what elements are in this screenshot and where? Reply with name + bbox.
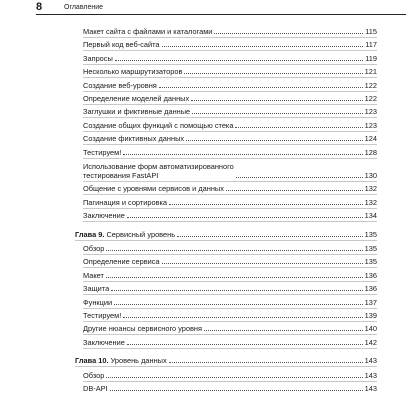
dot-leader	[162, 263, 363, 264]
entry-divider	[83, 294, 377, 295]
dot-leader	[235, 127, 362, 128]
toc-entry-label: Макет	[83, 270, 104, 280]
toc-entry	[83, 78, 377, 90]
toc-entry	[83, 295, 377, 307]
toc-entry-page: 132	[364, 197, 377, 207]
toc-entry	[83, 281, 377, 293]
toc-entry	[83, 51, 377, 63]
entry-divider	[83, 321, 377, 322]
dot-leader	[236, 177, 363, 178]
header-rule	[36, 14, 406, 15]
entry-divider	[83, 348, 377, 349]
toc-entry-page: 140	[364, 324, 377, 334]
toc-entry	[83, 131, 377, 143]
toc-entry-label-line2: тестирования FastAPI	[83, 171, 159, 180]
toc-entry-page: 142	[364, 337, 377, 347]
toc-entry-page: 136	[364, 284, 377, 294]
toc-entry	[83, 254, 377, 266]
toc-entry-label: Первый код веб-сайта	[83, 40, 160, 50]
toc-entry-label: Другие нюансы сервисного уровня	[83, 324, 202, 334]
toc-entry-label: Заглушки и фиктивные данные	[83, 107, 191, 117]
toc-entry-label: Тестируем!	[83, 311, 122, 320]
dot-leader	[106, 277, 363, 278]
chapter-title	[75, 356, 167, 365]
entry-divider	[83, 117, 377, 118]
entry-divider	[83, 131, 377, 132]
entry-divider	[83, 104, 377, 105]
toc-entry	[83, 335, 377, 347]
toc-entry	[83, 321, 377, 333]
dot-leader	[214, 33, 363, 34]
toc-entry-page: 143	[364, 370, 377, 380]
toc-entry-label: Тестируем!	[83, 147, 122, 157]
toc-entry-label: Заключение	[83, 211, 125, 221]
dot-leader	[204, 330, 363, 331]
toc-entry-label: Создание общих функций с помощью стека	[83, 120, 234, 130]
toc-entry-page: 137	[364, 297, 377, 307]
toc-entry	[83, 241, 377, 253]
dot-leader	[127, 344, 363, 345]
toc-entry	[83, 268, 377, 280]
dot-leader	[192, 113, 362, 114]
entry-divider	[83, 334, 377, 335]
toc-entry-page: 135	[364, 244, 377, 253]
entry-divider	[83, 64, 377, 65]
toc-entry-page: 124	[364, 134, 377, 144]
toc-entry	[83, 104, 377, 116]
dot-leader	[169, 362, 363, 363]
toc-entry-label: Обзор	[83, 370, 105, 380]
toc-entry-label: Пагинация и сортировка	[83, 197, 168, 207]
toc-entry-label: Заключение	[83, 337, 125, 347]
toc-entry-label: Запросы	[83, 53, 113, 63]
running-head	[36, 0, 406, 14]
entry-divider	[83, 208, 377, 209]
toc-entry	[83, 158, 377, 180]
dot-leader	[191, 100, 362, 101]
toc-entry-label: Определение сервиса	[83, 257, 160, 267]
toc-entry-page: 139	[364, 311, 377, 320]
entry-divider	[83, 144, 377, 145]
chapter-prefix: Глава 9.	[75, 229, 105, 239]
chapter-name: Уровень данных	[108, 356, 167, 366]
dot-leader	[162, 46, 364, 47]
entry-divider	[83, 91, 377, 92]
entry-divider	[83, 181, 377, 182]
toc-entry-page: 122	[364, 80, 377, 90]
entry-divider	[75, 240, 377, 241]
entry-divider	[83, 254, 377, 255]
toc-entry-page: 143	[364, 384, 377, 393]
toc-chapter-9	[75, 227, 377, 239]
toc-entry-label: Создание фиктивных данных	[83, 134, 185, 144]
toc-entry	[83, 37, 377, 49]
toc-entry-page: 123	[364, 120, 377, 130]
entry-divider	[75, 366, 377, 367]
toc-entry-label	[83, 162, 234, 180]
toc-entry	[83, 208, 377, 220]
toc-entry	[83, 64, 377, 76]
dot-leader	[106, 250, 362, 251]
entry-divider	[83, 381, 377, 382]
dot-leader	[115, 60, 363, 61]
toc-entry-label: DB-API	[83, 384, 108, 393]
toc-entry-label-line1: Использование форм автоматизированного	[83, 162, 234, 171]
toc-entry-page: 123	[364, 107, 377, 117]
toc-entry-page: 132	[364, 184, 377, 194]
chapter-name: Сервисный уровень	[106, 229, 176, 239]
toc-entry-page: 128	[364, 147, 377, 157]
toc-entry	[83, 118, 377, 130]
toc-entry-page: 134	[364, 211, 377, 221]
entry-divider	[83, 37, 377, 38]
dot-leader	[110, 390, 363, 391]
dot-leader	[123, 317, 362, 318]
dot-leader	[186, 140, 363, 141]
toc-entry-page: 117	[365, 40, 377, 50]
dot-leader	[111, 290, 362, 291]
toc-entry-label: Обзор	[83, 244, 105, 253]
toc-entry	[83, 24, 377, 36]
toc-entry-page: 136	[364, 270, 377, 280]
chapter-title	[75, 230, 175, 239]
running-head-title: Оглавление	[64, 3, 104, 11]
dot-leader	[169, 204, 363, 205]
toc-chapter-10	[75, 353, 377, 365]
toc-entry-page: 130	[364, 171, 377, 180]
entry-divider	[83, 281, 377, 282]
entry-divider	[83, 267, 377, 268]
toc-entry	[83, 368, 377, 380]
entry-divider	[83, 194, 377, 195]
toc-entry-page: 143	[364, 356, 377, 366]
entry-divider	[83, 308, 377, 309]
entry-divider	[83, 50, 377, 51]
dot-leader	[177, 236, 363, 237]
entry-divider	[83, 221, 377, 222]
toc-entry-label: Создание веб-уровня	[83, 80, 157, 90]
entry-divider	[83, 158, 377, 159]
toc-entry-label: Определение моделей данных	[83, 94, 190, 103]
toc-entry-label: Несколько маршрутизаторов	[83, 67, 183, 77]
toc-entry-page: 119	[365, 53, 377, 63]
dot-leader	[123, 154, 362, 155]
dot-leader	[106, 377, 362, 378]
toc-entry-label: Функции	[83, 297, 113, 307]
toc-entry	[83, 91, 377, 103]
toc-entry	[83, 381, 377, 393]
toc-entry-page: 121	[364, 67, 377, 77]
toc-entry-page: 115	[365, 27, 377, 36]
toc-entry-label: Защита	[83, 284, 110, 294]
toc-entry-label: Общение с уровнями сервисов и данных	[83, 184, 224, 194]
chapter-prefix: Глава 10.	[75, 356, 109, 366]
dot-leader	[184, 73, 362, 74]
toc-entry-page: 135	[364, 257, 377, 267]
toc-entry	[83, 145, 377, 157]
toc-entry	[83, 308, 377, 320]
dot-leader	[226, 190, 363, 191]
toc-entry-page: 122	[364, 94, 377, 103]
dot-leader	[114, 304, 363, 305]
toc-entry	[83, 181, 377, 193]
dot-leader	[127, 217, 363, 218]
page-number: 8	[36, 1, 43, 13]
dot-leader	[159, 87, 363, 88]
toc-entry-page: 135	[364, 229, 377, 239]
entry-divider	[83, 77, 377, 78]
toc-entry-label: Макет сайта с файлами и каталогами	[83, 27, 213, 36]
toc-entry	[83, 195, 377, 207]
